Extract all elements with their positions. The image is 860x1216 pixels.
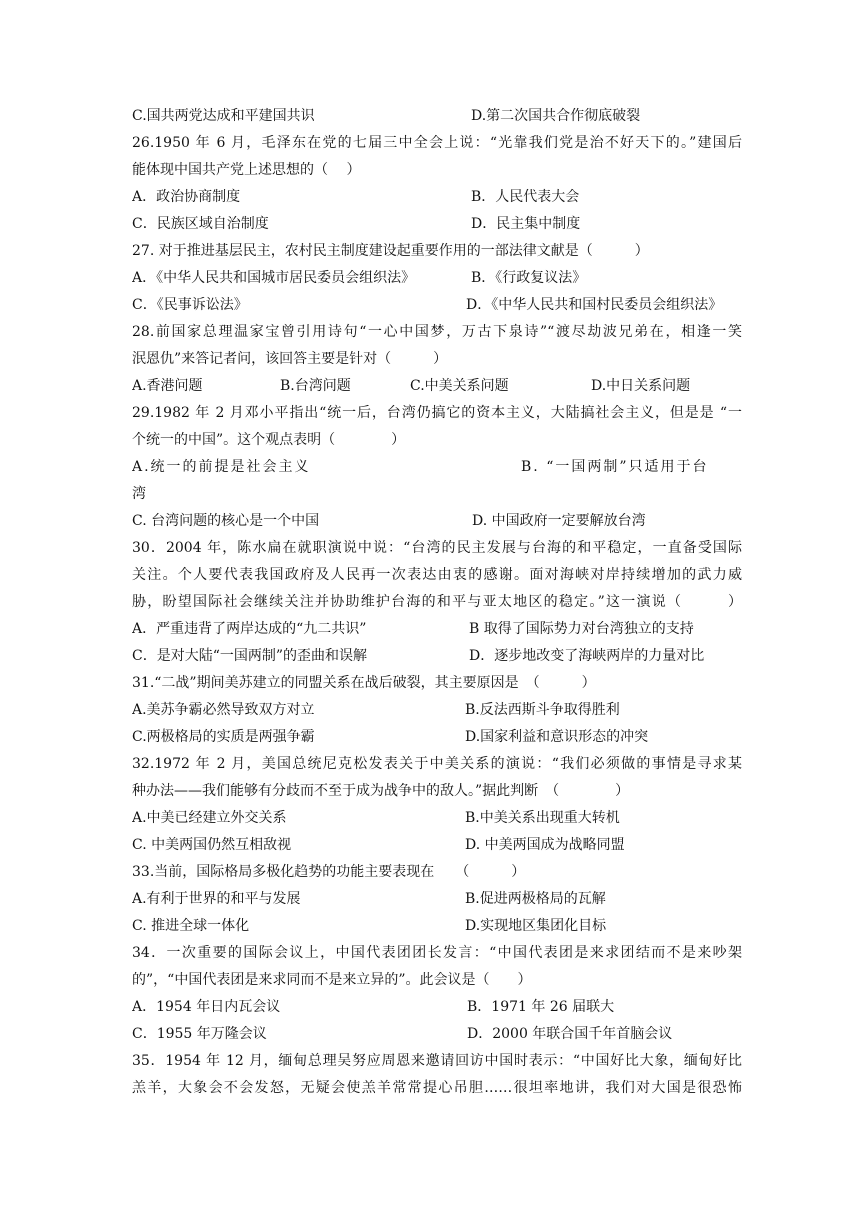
q30-option-b: B 取得了国际势力对台湾独立的支持 <box>469 621 694 637</box>
q32-option-c: C. 中美两国仍然互相敌视 <box>132 837 292 853</box>
q25-options-row-cd <box>132 103 742 130</box>
q34-stem-line-1: 34．一次重要的国际会议上，中国代表团团长发言：“中国代表团是来求团结而不是来吵架 <box>132 945 742 961</box>
q35-stem-line-1: 35．1954 年 12 月，缅甸总理吴努应周恩来邀请回访中国时表示：“中国好比大象，缅甸好比 <box>132 1053 742 1069</box>
q26-stem-line-1: 26.1950 年 6 月，毛泽东在党的七届三中全会上说：“光靠我们党是治不好天下的。”建国后 <box>132 135 742 151</box>
q28-option-a: A.香港问题 <box>132 378 203 394</box>
q32-options-row-cd <box>132 832 742 859</box>
q29-option-a: A.统一的前提是社会主义 <box>132 459 311 475</box>
q32-stem-line-2: 种办法——我们能够有分歧而不至于成为战争中的敌人。”据此判断 （ ） <box>132 783 630 799</box>
q30-option-a: A．严重违背了两岸达成的“九二共识” <box>132 621 367 637</box>
q28-option-c: C.中美关系问题 <box>410 378 509 394</box>
q32-option-d: D. 中美两国成为战略同盟 <box>465 837 625 853</box>
q25-option-c: C.国共两党达成和平建国共识 <box>132 108 315 124</box>
q30-stem-line-3: 胁，盼望国际社会继续关注并协助维护台海的和平与亚太地区的稳定。”这一演说（ ） <box>132 594 742 610</box>
q33-options-row-ab <box>132 886 742 913</box>
q25-option-d: D.第二次国共合作彻底破裂 <box>471 108 641 124</box>
q26-option-a: A．政治协商制度 <box>132 189 241 205</box>
q30-option-c: C．是对大陆“一国两制”的歪曲和误解 <box>132 648 368 664</box>
q33-option-d: D.实现地区集团化目标 <box>465 918 607 934</box>
q30-options-row-ab <box>132 616 742 643</box>
q32-option-b: B.中美关系出现重大转机 <box>465 810 620 826</box>
q33-option-c: C. 推进全球一体化 <box>132 918 250 934</box>
q27-option-b: B．《行政复议法》 <box>471 270 587 286</box>
q28-option-d: D.中日关系问题 <box>591 378 691 394</box>
q32-option-a: A.中美已经建立外交关系 <box>132 810 287 826</box>
q27-option-d: D．《中华人民共和国村民委员会组织法》 <box>466 297 723 313</box>
q30-option-d: D．逐步地改变了海峡两岸的力量对比 <box>469 648 705 664</box>
q31-option-d: D.国家利益和意识形态的冲突 <box>465 729 649 745</box>
q26-options-row-cd <box>132 211 742 238</box>
q29-option-b: B. “一国两制”只适用于台 <box>521 459 709 475</box>
q27-option-a: A．《中华人民共和国城市居民委员会组织法》 <box>132 270 416 286</box>
q31-options-row-ab <box>132 697 742 724</box>
q34-stem-line-2: 的”，“中国代表团是来求同而不是来立异的”。此会议是（ ） <box>132 972 532 988</box>
q28-options-row <box>132 373 742 400</box>
q26-option-d: D．民主集中制度 <box>471 216 581 232</box>
q33-option-b: B.促进两极格局的瓦解 <box>465 891 606 907</box>
q34-options-row-cd <box>132 1021 742 1048</box>
q28-stem-line-1: 28.前国家总理温家宝曾引用诗句“一心中国梦，万古下泉诗”“渡尽劫波兄弟在，相逢一笑 <box>132 324 742 340</box>
q33-option-a: A.有利于世界的和平与发展 <box>132 891 301 907</box>
q31-stem-line-1: 31.“二战”期间美苏建立的同盟关系在战后破裂，其主要原因是 （ ） <box>132 675 596 691</box>
q27-option-c: C．《民事诉讼法》 <box>132 297 248 313</box>
q30-stem-line-1: 30．2004 年，陈水扁在就职演说中说：“台湾的民主发展与台海的和平稳定，一直备受国际 <box>132 540 742 556</box>
q34-options-row-ab <box>132 994 742 1021</box>
q31-option-c: C.两极格局的实质是两强争霸 <box>132 729 315 745</box>
q29-option-c: C. 台湾问题的核心是一个中国 <box>132 513 320 529</box>
q26-option-c: C．民族区域自治制度 <box>132 216 269 232</box>
q29-option-d: D. 中国政府一定要解放台湾 <box>472 513 646 529</box>
q33-options-row-cd <box>132 913 742 940</box>
q34-option-a: A．1954 年日内瓦会议 <box>132 999 281 1015</box>
q31-options-row-cd <box>132 724 742 751</box>
q26-options-row-ab <box>132 184 742 211</box>
q27-options-row-ab <box>132 265 742 292</box>
q34-option-b: B．1971 年 26 届联大 <box>467 999 615 1015</box>
q26-stem-line-2: 能体现中国共产党上述思想的（ ） <box>132 162 361 178</box>
q28-stem-line-2: 泯恩仇”来答记者问，该回答主要是针对（ ） <box>132 351 448 367</box>
q34-option-d: D．2000 年联合国千年首脑会议 <box>467 1026 673 1042</box>
q32-options-row-ab <box>132 805 742 832</box>
q28-option-b: B.台湾问题 <box>280 378 351 394</box>
q31-option-a: A.美苏争霸必然导致双方对立 <box>132 702 315 718</box>
q26-option-b: B．人民代表大会 <box>471 189 580 205</box>
q33-stem-line-1: 33.当前，国际格局多极化趋势的功能主要表现在 （ ） <box>132 864 526 880</box>
q32-stem-line-1: 32.1972 年 2 月，美国总统尼克松发表关于中美关系的演说：“我们必须做的事情是寻求某 <box>132 756 742 772</box>
q27-options-row-cd <box>132 292 742 319</box>
q34-option-c: C．1955 年万隆会议 <box>132 1026 267 1042</box>
q29-stem-line-1: 29.1982 年 2 月邓小平指出“统一后，台湾仍搞它的资本主义，大陆搞社会主义，但是是 “一 <box>132 405 742 421</box>
q29-option-b-continued: 湾 <box>132 486 146 502</box>
q30-stem-line-2: 关注。个人要代表我国政府及人民再一次表达由衷的感谢。面对海峡对岸持续增加的武力威 <box>132 567 742 583</box>
q29-options-row-ab <box>132 454 742 481</box>
q27-stem-line-1: 27. 对于推进基层民主，农村民主制度建设起重要作用的一部法律文献是（ ） <box>132 243 649 259</box>
q30-options-row-cd <box>132 643 742 670</box>
q29-stem-line-2: 个统一的中国”。这个观点表明（ ） <box>132 432 406 448</box>
q35-stem-line-2: 羔羊，大象会不会发怒，无疑会使羔羊常常提心吊胆……很坦率地讲，我们对大国是很恐怖 <box>132 1080 742 1096</box>
q31-option-b: B.反法西斯斗争取得胜利 <box>465 702 620 718</box>
q29-options-row-cd <box>132 508 742 535</box>
